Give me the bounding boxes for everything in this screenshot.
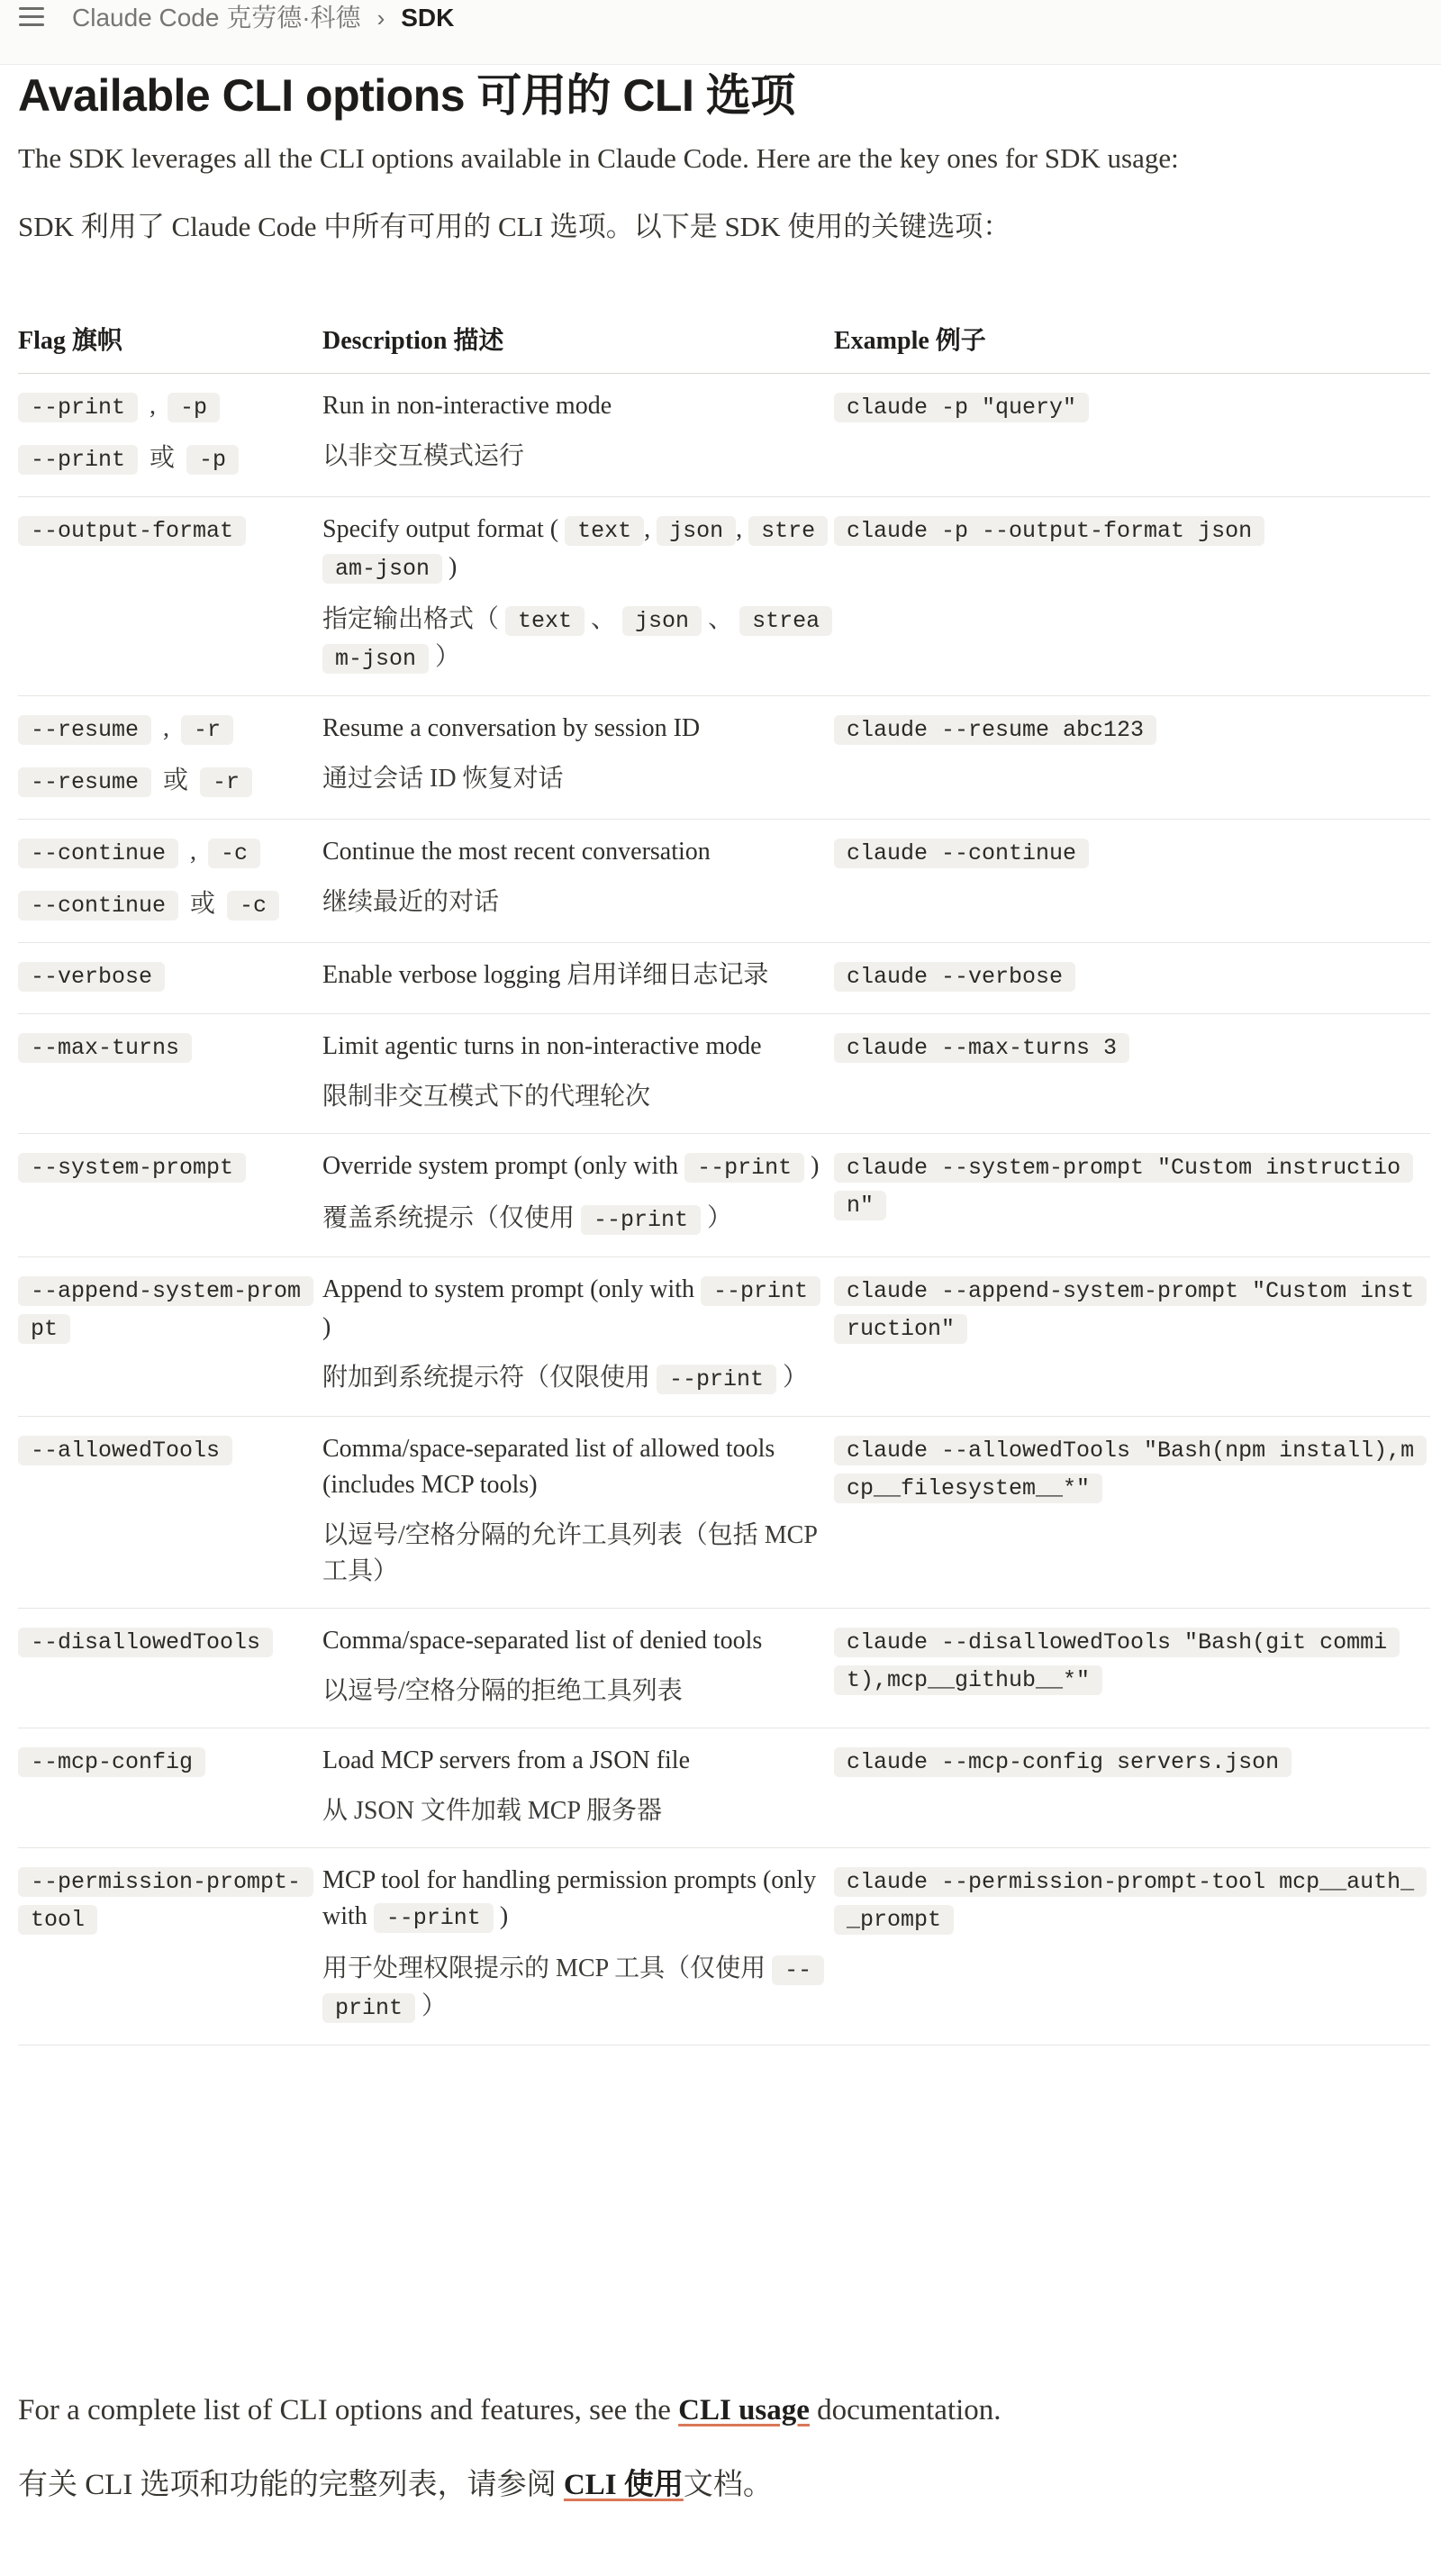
breadcrumb [72,0,454,36]
table-row [18,1728,1430,1848]
cli-usage-link[interactable]: CLI usage [678,2394,810,2426]
example-code: claude --continue [834,839,1089,868]
flag-code: --append-system-prompt [18,1276,313,1344]
footer-note-en [18,2394,1001,2427]
table-row [18,696,1430,820]
description-en: Specify output format ( [322,515,559,543]
flag-code: --resume [18,715,151,745]
header-description: Description 描述 [322,306,834,374]
description-en: Override system prompt (only with [322,1152,679,1180]
chevron-right-icon: › [376,5,385,32]
separator-text: 或 [163,766,189,794]
flag-code: --mcp-config [18,1747,205,1777]
intro-en: The SDK leverages all the CLI options available in Claude Code. Here are the key ones for SDK usage: [18,142,1179,174]
flag-code: --print [18,445,138,475]
footer-note-zh [18,2461,773,2503]
table-row [18,374,1430,497]
example-code: claude --system-prompt "Custom instruction" [834,1153,1413,1220]
footer-text: 文档。 [683,2469,773,2501]
flag-code: -r [181,715,233,745]
description-zh: 以逗号/空格分隔的允许工具列表（包括 MCP 工具） [322,1521,817,1585]
flag-code: --permission-prompt-tool [18,1867,313,1935]
header-flag: Flag 旗帜 [18,306,322,374]
flag-code: -p [168,393,220,422]
flag-code: -c [208,839,260,868]
description-zh: 覆盖系统提示（仅使用 [322,1204,575,1232]
flag-code: --resume [18,767,151,797]
example-code: claude --allowedTools "Bash(npm install),mcp__filesystem__*" [834,1436,1427,1503]
separator-text: 或 [190,890,216,918]
separator-text: , [644,515,651,543]
description-en: Limit agentic turns in non-interactive mode [322,1032,762,1060]
flag-code: -c [227,891,279,921]
separator-text: ) [499,1902,509,1930]
description-zh: 指定输出格式（ [322,605,500,633]
description-zh: 继续最近的对话 [322,888,500,916]
separator-text: ) [322,1313,331,1341]
example-code: claude --disallowedTools "Bash(git commit),mcp__github__*" [834,1628,1400,1695]
inline-code: --print [657,1365,776,1394]
cli-usage-link-zh[interactable]: CLI 使用 [563,2469,684,2501]
separator-text: 、 [708,605,734,633]
inline-code: --print [701,1276,820,1306]
example-code: claude -p "query" [834,393,1089,422]
example-code: claude --verbose [834,962,1075,992]
example-code: claude --max-turns 3 [834,1033,1129,1063]
separator-text: ) [811,1152,820,1180]
table-header-row [18,306,1430,374]
example-code: claude --mcp-config servers.json [834,1747,1291,1777]
flag-code: --verbose [18,962,165,992]
footer-text: 有关 CLI 选项和功能的完整列表，请参阅 [18,2469,564,2501]
separator-text: ) [449,553,458,581]
description-en: Load MCP servers from a JSON file [322,1746,691,1774]
description-en: Resume a conversation by session ID [322,714,701,742]
description-zh: 附加到系统提示符（仅限使用 [322,1364,651,1392]
separator-text: , [190,838,197,866]
flag-code: --system-prompt [18,1153,246,1183]
separator-text: ） [783,1364,809,1392]
description-en: Append to system prompt (only with [322,1275,694,1303]
separator-text: , [736,515,743,543]
inline-code: text [565,516,644,546]
description-zh: 以非交互模式运行 [322,442,525,470]
intro-zh: SDK 利用了 Claude Code 中所有可用的 CLI 选项。以下是 SDK 使用的关键选项： [18,211,1011,242]
inline-code: stream-json [322,606,832,674]
header-example: Example 例子 [834,306,1430,374]
separator-text: , [150,392,157,420]
inline-code: json [622,606,702,636]
page-title: Available CLI options 可用的 CLI 选项 [18,70,795,121]
flag-code: -r [200,767,252,797]
breadcrumb-section-link[interactable]: Claude Code 克劳德·科德 [72,4,361,32]
flag-code: -p [186,445,239,475]
description-en: MCP tool for handling permission prompts (only with [322,1866,817,1930]
table-row [18,1417,1430,1609]
cli-options-table [18,306,1430,2045]
description-en: Comma/space-separated list of allowed tools (includes MCP tools) [322,1435,775,1499]
description-zh: 通过会话 ID 恢复对话 [322,765,564,793]
table-row [18,1014,1430,1134]
table-row [18,1848,1430,2045]
top-bar [0,0,1441,65]
description-en: Continue the most recent conversation [322,838,711,866]
separator-text: , [163,714,170,742]
separator-text: 或 [150,444,176,472]
breadcrumb-current: SDK [401,4,455,32]
inline-code: text [505,606,585,636]
example-code: claude --resume abc123 [834,715,1156,745]
separator-text: ） [421,1992,448,2020]
footer-text: documentation. [809,2394,1001,2426]
separator-text: 、 [591,605,617,633]
description-zh: 用于处理权限提示的 MCP 工具（仅使用 [322,1955,766,1982]
description-text: Enable verbose logging 启用详细日志记录 [322,961,769,989]
table-row [18,497,1430,696]
inline-code: --print [581,1205,701,1235]
description-zh: 从 JSON 文件加载 MCP 服务器 [322,1797,663,1825]
description-en: Comma/space-separated list of denied tools [322,1627,763,1655]
flag-code: --continue [18,891,178,921]
footer-text: For a complete list of CLI options and features, see the [18,2394,679,2426]
example-code: claude -p --output-format json [834,516,1264,546]
description-zh: 以逗号/空格分隔的拒绝工具列表 [322,1677,683,1705]
inline-code: json [657,516,736,546]
flag-code: --allowedTools [18,1436,232,1465]
table-row [18,1609,1430,1728]
table-row [18,820,1430,943]
table-row [18,943,1430,1014]
separator-text: ） [435,643,461,671]
flag-code: --print [18,393,138,422]
flag-code: --output-format [18,516,246,546]
table-row [18,1257,1430,1417]
table-row [18,1134,1430,1257]
flag-code: --disallowedTools [18,1628,273,1657]
inline-code: stream-json [322,516,828,584]
menu-icon[interactable] [16,2,47,32]
inline-code: --print [684,1153,804,1183]
inline-code: --print [322,1955,824,2023]
inline-code: --print [374,1903,494,1933]
flag-code: --max-turns [18,1033,192,1063]
description-en: Run in non-interactive mode [322,392,612,420]
example-code: claude --permission-prompt-tool mcp__auth__prompt [834,1867,1427,1935]
example-code: claude --append-system-prompt "Custom instruction" [834,1276,1427,1344]
separator-text: ） [707,1204,733,1232]
flag-code: --continue [18,839,178,868]
description-zh: 限制非交互模式下的代理轮次 [322,1083,651,1111]
